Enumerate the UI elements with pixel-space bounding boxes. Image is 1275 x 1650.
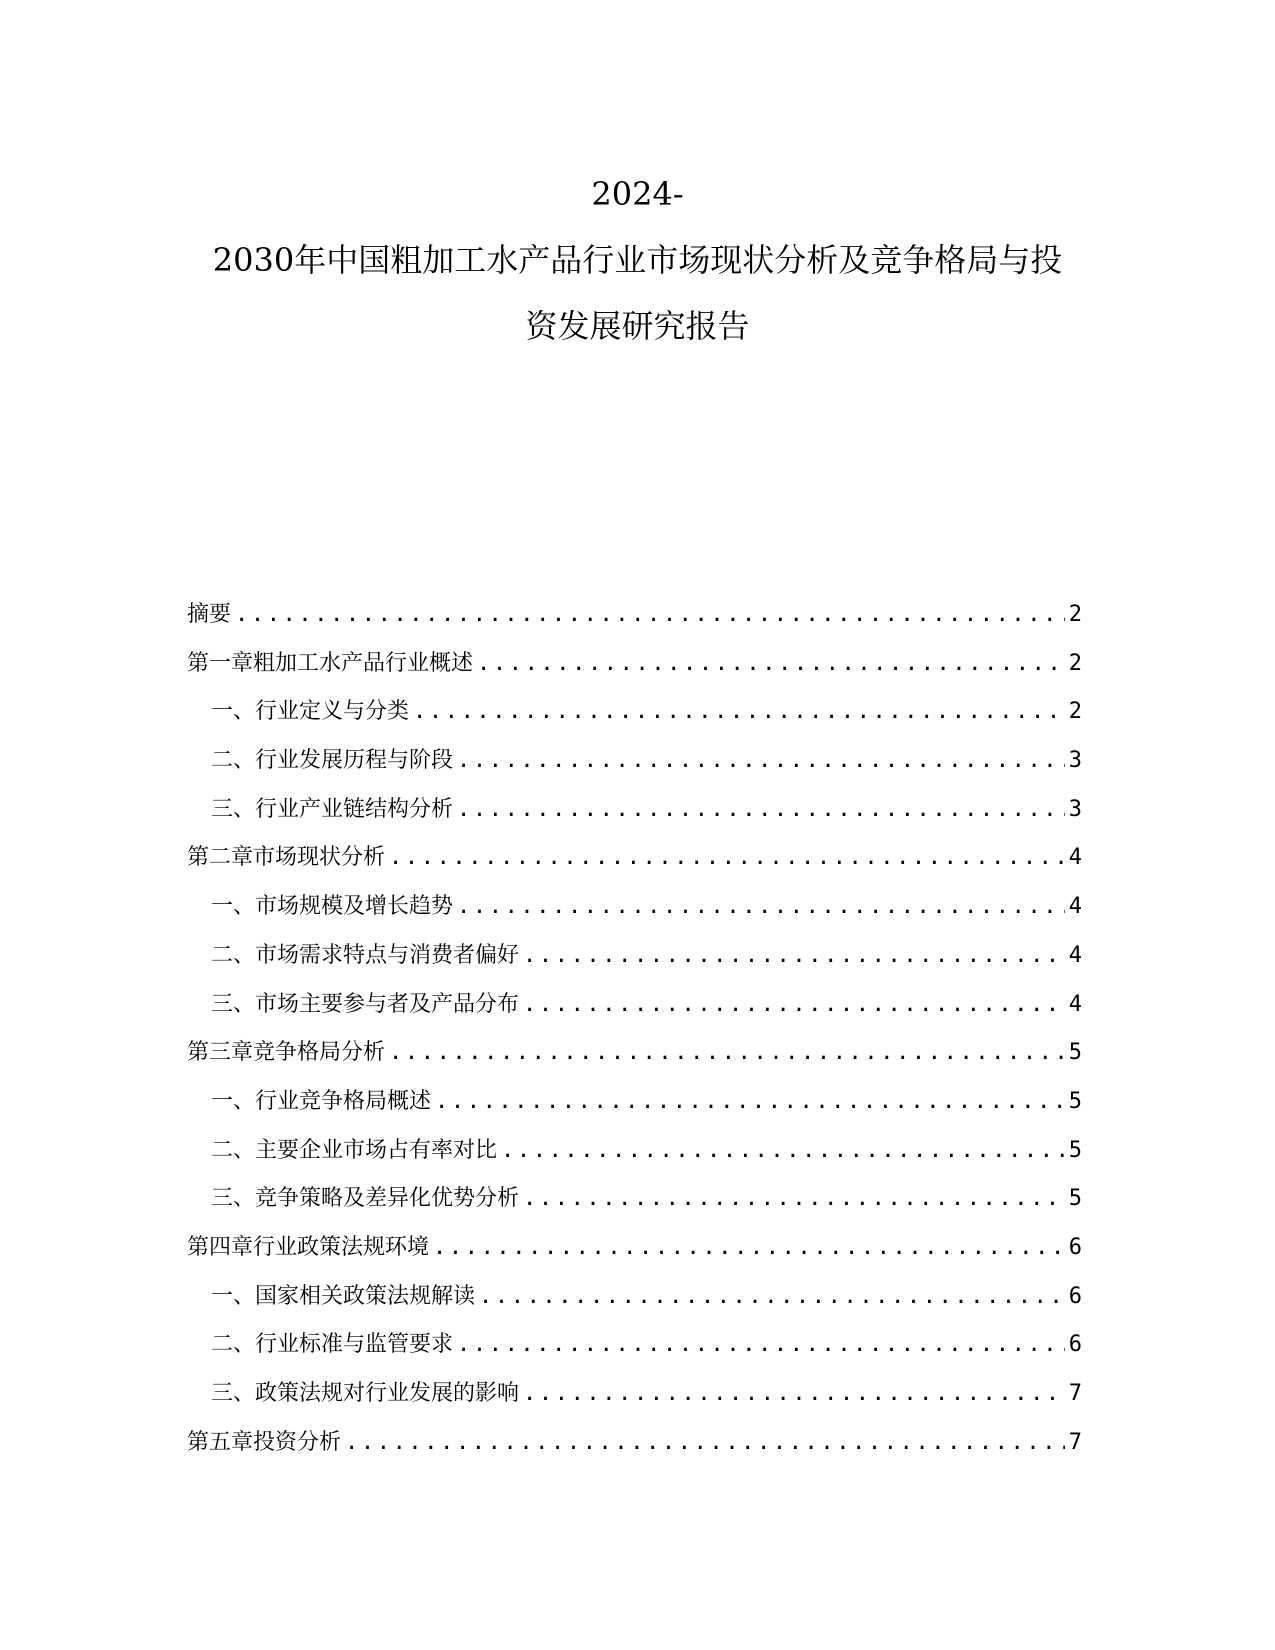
- toc-dot-leader: [435, 1089, 1065, 1114]
- toc-entry-title: 行业发展历程与阶段: [255, 748, 454, 774]
- toc-page-number: 3: [1068, 748, 1082, 774]
- toc-section-entry[interactable]: [187, 889, 1082, 938]
- toc-chapter-entry[interactable]: [187, 1425, 1082, 1474]
- toc-section-entry[interactable]: [187, 1279, 1082, 1328]
- title-line-3: 资发展研究报告: [525, 307, 750, 346]
- toc-entry-number: 一、: [211, 699, 256, 725]
- toc-entry-title: 行业产业链结构分析: [255, 796, 454, 822]
- toc-page-number: 6: [1068, 1332, 1082, 1358]
- toc-page-number: 4: [1068, 991, 1082, 1017]
- toc-entry-number: 第一章: [187, 650, 254, 676]
- toc-entry-number: 三、: [211, 1381, 256, 1406]
- toc-dot-leader: [457, 748, 1065, 773]
- toc-page-number: 4: [1068, 894, 1082, 920]
- toc-section-entry[interactable]: [187, 987, 1082, 1036]
- table-of-contents: [187, 597, 1082, 1473]
- toc-chapter-entry[interactable]: [187, 1035, 1082, 1084]
- toc-page-number: 5: [1068, 1137, 1082, 1163]
- toc-entry-number: 二、: [211, 942, 256, 968]
- toc-chapter-entry[interactable]: [187, 840, 1082, 889]
- toc-section-entry[interactable]: [187, 938, 1082, 987]
- toc-entry-title: 主要企业市场占有率对比: [255, 1137, 498, 1163]
- toc-dot-leader: [457, 797, 1065, 822]
- toc-page-number: 5: [1068, 1186, 1082, 1212]
- toc-entry-title: 行业标准与监管要求: [255, 1332, 454, 1358]
- toc-dot-leader: [389, 845, 1065, 870]
- toc-entry-number: 第五章: [187, 1429, 254, 1455]
- toc-entry-title: 国家相关政策法规解读: [255, 1283, 476, 1309]
- toc-section-entry[interactable]: [187, 743, 1082, 792]
- toc-page-number: 7: [1068, 1381, 1082, 1406]
- toc-entry-title: 竞争策略及差异化优势分析: [255, 1186, 520, 1212]
- toc-dot-leader: [457, 1332, 1065, 1357]
- toc-page-number: 5: [1068, 1088, 1082, 1114]
- toc-page-number: 2: [1068, 650, 1082, 676]
- toc-section-entry[interactable]: [187, 694, 1082, 743]
- toc-entry-number: 一、: [211, 894, 256, 920]
- toc-chapter-entry[interactable]: [187, 597, 1082, 646]
- toc-chapter-entry[interactable]: [187, 1230, 1082, 1279]
- toc-page-number: 4: [1068, 845, 1082, 871]
- toc-entry-title: 市场主要参与者及产品分布: [255, 991, 520, 1017]
- toc-page-number: 4: [1068, 942, 1082, 968]
- toc-section-entry[interactable]: [187, 1084, 1082, 1133]
- report-title: [0, 161, 1275, 359]
- toc-dot-leader: [523, 1186, 1065, 1211]
- toc-chapter-entry[interactable]: [187, 646, 1082, 695]
- toc-entry-number: 第四章: [187, 1234, 254, 1260]
- toc-entry-number: 二、: [211, 1332, 256, 1358]
- toc-entry-title: 摘要: [187, 602, 232, 627]
- toc-page-number: 2: [1068, 699, 1082, 725]
- toc-dot-leader: [479, 1284, 1065, 1309]
- toc-entry-title: 市场规模及增长趋势: [255, 894, 454, 920]
- toc-entry-title: 行业定义与分类: [255, 699, 410, 725]
- toc-entry-number: 一、: [211, 1283, 256, 1309]
- toc-dot-leader: [457, 894, 1065, 919]
- toc-entry-number: 第三章: [187, 1040, 254, 1066]
- toc-dot-leader: [389, 1040, 1065, 1065]
- toc-entry-number: 三、: [211, 1186, 256, 1212]
- toc-section-entry[interactable]: [187, 792, 1082, 841]
- title-line-2: 2030年中国粗加工水产品行业市场现状分析及竞争格局与投: [212, 241, 1063, 280]
- toc-page-number: 7: [1068, 1429, 1082, 1455]
- toc-entry-number: 三、: [211, 991, 256, 1017]
- toc-page-number: 2: [1068, 602, 1082, 627]
- toc-entry-number: 二、: [211, 748, 256, 774]
- toc-dot-leader: [501, 1138, 1065, 1163]
- toc-entry-title: 政策法规对行业发展的影响: [255, 1381, 520, 1406]
- toc-entry-title: 竞争格局分析: [253, 1040, 386, 1066]
- toc-dot-leader: [477, 651, 1065, 676]
- toc-dot-leader: [433, 1235, 1065, 1260]
- toc-section-entry[interactable]: [187, 1133, 1082, 1182]
- toc-page-number: 6: [1068, 1283, 1082, 1309]
- toc-entry-title: 粗加工水产品行业概述: [253, 650, 474, 676]
- toc-entry-title: 市场需求特点与消费者偏好: [255, 942, 520, 968]
- toc-dot-leader: [523, 943, 1065, 968]
- toc-section-entry[interactable]: [187, 1181, 1082, 1230]
- toc-entry-number: 一、: [211, 1088, 256, 1114]
- toc-entry-number: 三、: [211, 796, 256, 822]
- toc-dot-leader: [523, 992, 1065, 1017]
- toc-dot-leader: [235, 602, 1065, 627]
- toc-entry-title: 投资分析: [253, 1429, 342, 1455]
- toc-entry-number: 第二章: [187, 845, 254, 871]
- toc-page-number: 5: [1068, 1040, 1082, 1066]
- toc-entry-title: 行业政策法规环境: [253, 1234, 430, 1260]
- toc-dot-leader: [345, 1430, 1065, 1455]
- toc-page-number: 3: [1068, 796, 1082, 822]
- toc-entry-title: 行业竞争格局概述: [255, 1088, 432, 1114]
- toc-section-entry[interactable]: [187, 1376, 1082, 1425]
- toc-dot-leader: [523, 1381, 1065, 1406]
- toc-section-entry[interactable]: [187, 1327, 1082, 1376]
- toc-page-number: 6: [1068, 1234, 1082, 1260]
- toc-dot-leader: [413, 699, 1065, 724]
- toc-entry-title: 市场现状分析: [253, 845, 386, 871]
- toc-entry-number: 二、: [211, 1137, 256, 1163]
- title-line-1: 2024-: [591, 175, 684, 214]
